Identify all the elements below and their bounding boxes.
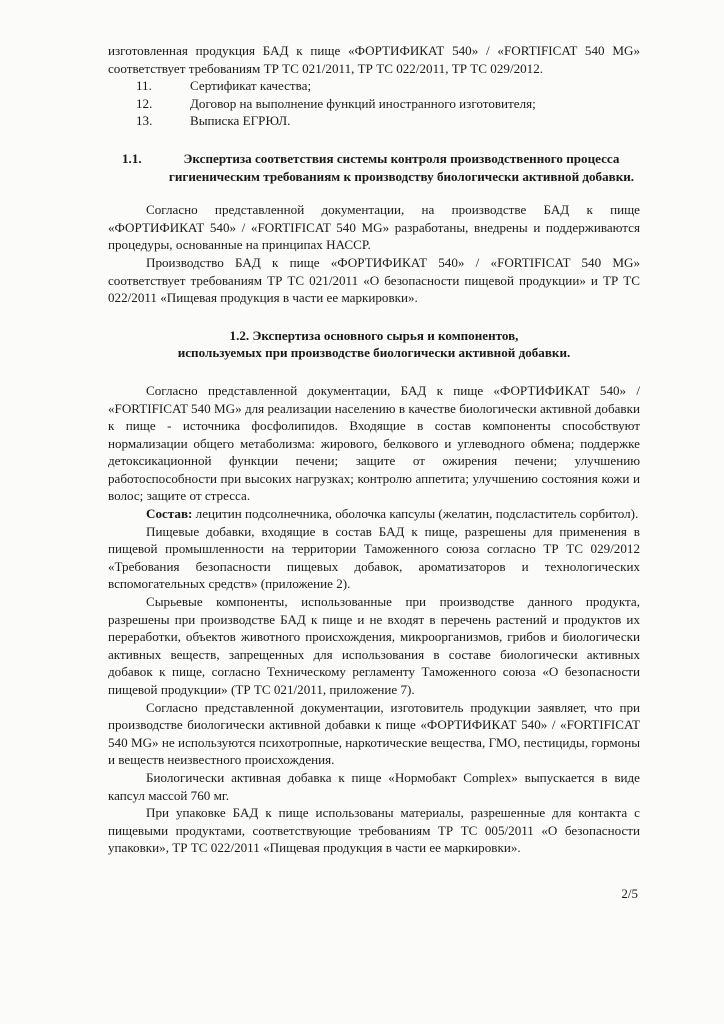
list-item: [108, 112, 640, 130]
composition-text: лецитин подсолнечника, оболочка капсулы (желатин, подсластитель сорбитол).: [192, 506, 639, 522]
section-1-2-paragraph-5: Биологически активная добавка к пище «Нормобакт Complex» выпускается в виде капсул массой 760 мг.: [108, 769, 640, 803]
section-1-2-paragraph-3: Сырьевые компоненты, использованные при производстве данного продукта, разрешены при производстве БАД к пище и не входят в перечень растений и продуктов их переработки, объектов животного происхождения, микроорганизмов, грибов и биологически активных веществ, запрещенных для использования в составе биологически активных добавок к пище, согласно Техническому регламенту Таможенного союза «О безопасности пищевой продукции» (ТР ТС 021/2011, приложение 7).: [108, 594, 640, 697]
list-item: [108, 77, 640, 95]
document-body: [108, 42, 640, 857]
attachment-list: [108, 77, 640, 130]
list-item-text: Договор на выполнение функций иностранного изготовителя;: [190, 95, 536, 111]
section-1-2-heading: [108, 327, 640, 362]
section-1-2-paragraph-1: Согласно представленной документации, БАД к пище «ФОРТИФИКАТ 540» / «FORTIFICAT 540 MG» для реализации населению в качестве биологически активной добавки к пище - источника фосфолипидов. Входящие в состав компоненты способствуют нормализации общего метаболизма: жирового, белкового и углеводного обмена; поддержке детоксикационной функции печени; защите от ожирения печени; улучшению работоспособности при высоких нагрузках; контролю аппетита; улучшению состояния кожи и волос; защите от стресса.: [108, 382, 640, 504]
list-item-number: 13.: [136, 113, 153, 129]
section-1-2-paragraph-2: Пищевые добавки, входящие в состав БАД к пище, разрешены для применения в пищевой промышленности на территории Таможенного союза согласно ТР ТС 029/2012 «Требования безопасности пищевых добавок, ароматизаторов и технологических вспомогательных средств» (приложение 2).: [108, 523, 640, 592]
page-number: 2/5: [621, 886, 638, 901]
section-1-2-paragraph-6: При упаковке БАД к пище использованы материалы, разрешенные для контакта с пищевыми продуктами, соответствующие требованиям ТР ТС 005/2011 «О безопасности упаковки», ТР ТС 022/2011 «Пищевая продукция в части ее маркировки».: [108, 805, 640, 856]
list-item-number: 11.: [136, 78, 152, 94]
composition-paragraph: [108, 505, 640, 523]
section-1-1-paragraph-2: Производство БАД к пище «ФОРТИФИКАТ 540» / «FORTIFICAT 540 MG» соответствует требованиям ТР ТС 021/2011 «О безопасности пищевой продукции» и ТР ТС 022/2011 «Пищевая продукция в части ее маркировки».: [108, 254, 640, 306]
section-1-1-number: 1.1.: [122, 150, 142, 166]
section-1-1-title: Экспертиза соответствия системы контроля производственного процесса гигиеническим требованиям к производству биологически активной добавки.: [168, 150, 635, 184]
composition-label: Состав:: [146, 506, 193, 522]
list-item-text: Выписка ЕГРЮЛ.: [190, 113, 291, 129]
section-1-2-title-line-1: 1.2. Экспертиза основного сырья и компонентов,: [229, 327, 519, 343]
intro-paragraph: изготовленная продукция БАД к пище «ФОРТИФИКАТ 540» / «FORTIFICAT 540 MG» соответствует требованиям ТР ТС 021/2011, ТР ТС 022/2011, ТР ТС 029/2012.: [108, 43, 640, 76]
list-item-number: 12.: [136, 95, 153, 111]
section-1-2-paragraph-4: Согласно представленной документации, изготовитель продукции заявляет, что при производстве биологически активной добавки к пище «ФОРТИФИКАТ 540» / «FORTIFICAT 540 MG» не используются психотропные, наркотические вещества, ГМО, пестициды, гормоны и веществ неизвестного происхождения.: [108, 699, 640, 768]
list-item-text: Сертификат качества;: [190, 78, 312, 94]
section-1-1-paragraph-1: Согласно представленной документации, на производстве БАД к пище «ФОРТИФИКАТ 540» / «FORTIFICAT 540 MG» разработаны, внедрены и поддерживаются процедуры, основанные на принципах НАССР.: [108, 202, 640, 253]
section-1-1-heading: [108, 150, 640, 185]
section-1-2-title-line-2: используемых при производстве биологически активной добавки.: [177, 345, 571, 361]
list-item: [108, 95, 640, 113]
